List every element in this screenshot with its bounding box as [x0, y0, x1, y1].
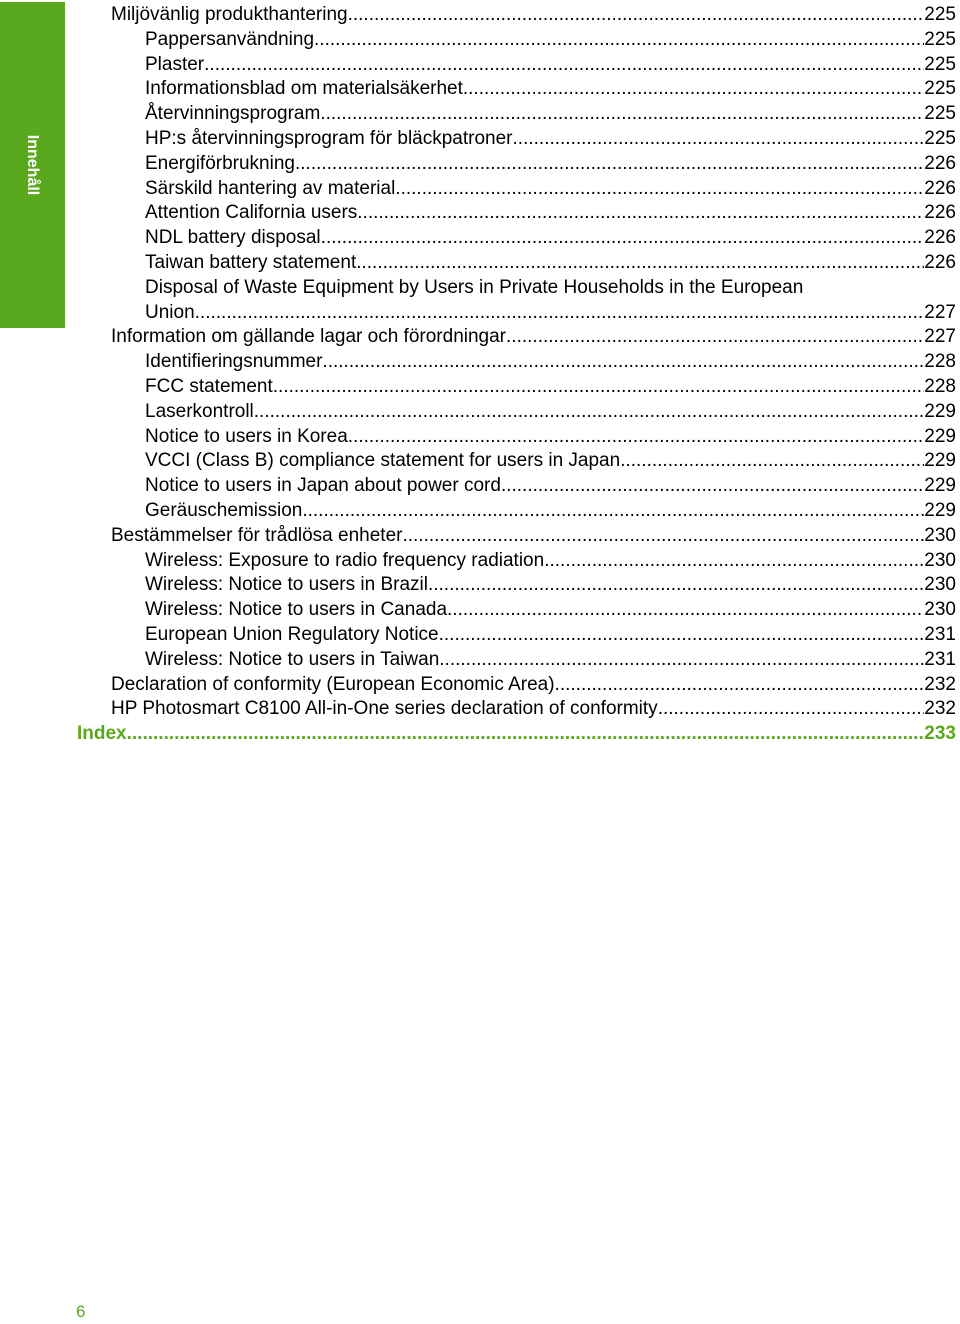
toc-entry-page: 225: [924, 128, 956, 149]
dot-leader: [395, 177, 924, 202]
toc-entry[interactable]: [111, 697, 956, 722]
toc-entry-title: FCC statement: [145, 376, 273, 397]
dot-leader: [439, 623, 925, 648]
toc-entry-page: 230: [924, 574, 956, 596]
toc-entry-title: HP:s återvinningsprogram för bläckpatroner: [145, 128, 513, 149]
dot-leader: [295, 152, 924, 177]
toc-entry-title: Laserkontroll: [145, 400, 254, 422]
toc-entry-page: 231: [924, 648, 956, 670]
dot-leader: [357, 201, 924, 226]
toc-entry-page: 232: [924, 698, 956, 720]
toc-entry-title: Wireless: Exposure to radio frequency radiation: [145, 549, 545, 571]
toc-entry-title: Attention California users: [145, 202, 358, 224]
toc-entry-page: 225: [924, 103, 956, 125]
toc-entry[interactable]: [145, 375, 956, 400]
toc-entry-page: 226: [924, 252, 956, 273]
toc-entry-title: Återvinningsprogram: [145, 103, 321, 125]
dot-leader: [544, 549, 924, 574]
dot-leader: [439, 648, 924, 673]
toc-entry-title: Notice to users in Korea: [145, 425, 348, 447]
dot-leader: [356, 251, 924, 276]
toc-entry[interactable]: [111, 3, 956, 28]
dot-leader: [195, 301, 925, 326]
dot-leader: [314, 28, 924, 53]
toc-entry-page: 230: [924, 524, 956, 546]
toc-entry[interactable]: [145, 251, 956, 276]
toc-entry[interactable]: [145, 226, 956, 251]
toc-entry-title: Bestämmelser för trådlösa enheter: [111, 524, 403, 546]
toc-entry-title: Informationsblad om materialsäkerhet: [145, 78, 463, 100]
toc-entry-title: Index: [77, 723, 127, 745]
side-tab-label: Innehåll: [24, 134, 41, 196]
toc-entry[interactable]: [111, 524, 956, 549]
dot-leader: [322, 350, 924, 375]
dot-leader: [204, 53, 924, 78]
toc-entry[interactable]: [145, 301, 956, 326]
toc-entry-title: Miljövänlig produkthantering: [111, 4, 348, 25]
dot-leader: [501, 474, 924, 499]
toc-entry-title: NDL battery disposal: [145, 227, 321, 249]
toc-entry[interactable]: [145, 201, 956, 226]
dot-leader: [127, 722, 925, 747]
dot-leader: [273, 375, 925, 400]
dot-leader: [513, 127, 925, 152]
toc-entry-page: 230: [924, 549, 956, 571]
toc-entry[interactable]: [145, 648, 956, 673]
toc-entry-page: 226: [924, 227, 956, 249]
toc-entry-page: 225: [924, 28, 956, 50]
toc-entry[interactable]: [145, 425, 956, 450]
toc-entry-page: 225: [924, 4, 956, 25]
toc-entry[interactable]: [145, 28, 956, 53]
toc-entry[interactable]: [145, 598, 956, 623]
dot-leader: [555, 673, 925, 698]
toc-entry[interactable]: [145, 77, 956, 102]
toc-entry-title: Union: [145, 301, 195, 323]
toc-entry-page: 227: [924, 301, 956, 323]
toc-entry[interactable]: [145, 573, 956, 598]
page-number: 6: [76, 1302, 86, 1321]
toc-entry-title: Wireless: Notice to users in Canada: [145, 599, 448, 621]
toc-entry-page: 226: [924, 152, 956, 174]
toc-entry-title: Taiwan battery statement: [145, 252, 357, 273]
toc-entry-title: Energiförbrukning: [145, 152, 295, 174]
dot-leader: [447, 598, 924, 623]
toc-entry-index[interactable]: [77, 722, 956, 747]
toc-entry[interactable]: [145, 400, 956, 425]
toc-entry[interactable]: [145, 177, 956, 202]
toc-entry[interactable]: [145, 623, 956, 648]
toc-entry[interactable]: [145, 350, 956, 375]
toc-entry-title: VCCI (Class B) compliance statement for users in Japan: [145, 450, 621, 472]
section-side-tab: [0, 2, 65, 328]
toc-entry-title: Wireless: Notice to users in Taiwan: [145, 648, 440, 670]
dot-leader: [658, 697, 925, 722]
toc-entry[interactable]: [111, 673, 956, 698]
toc-entry[interactable]: [145, 499, 956, 524]
dot-leader: [506, 325, 924, 350]
toc-entry-page: 230: [924, 599, 956, 621]
toc-entry-title: Plaster: [145, 53, 205, 75]
toc-entry[interactable]: [111, 325, 956, 350]
dot-leader: [402, 524, 924, 549]
toc-entry-page: 228: [924, 351, 956, 373]
toc-entry-title: Särskild hantering av material: [145, 177, 396, 199]
toc-entry-page: 232: [924, 673, 956, 695]
dot-leader: [302, 499, 924, 524]
toc-entry-title: HP Photosmart C8100 All-in-One series declaration of conformity: [111, 698, 658, 720]
toc-entry-page: 225: [924, 78, 956, 100]
dot-leader: [254, 400, 925, 425]
toc-entry-page: 229: [924, 500, 956, 521]
toc-entry-page: 226: [924, 202, 956, 224]
toc-entry-page: 225: [924, 53, 956, 75]
toc-entry-page: 229: [924, 475, 956, 497]
toc-entry-page: 226: [924, 177, 956, 199]
toc-entry-page: 227: [924, 326, 956, 348]
dot-leader: [320, 102, 924, 127]
dot-leader: [321, 226, 925, 251]
toc-entry-title: Notice to users in Japan about power cord: [145, 475, 501, 497]
toc-entry-title: Pappersanvändning: [145, 28, 315, 50]
toc-entry[interactable]: [145, 127, 956, 152]
dot-leader: [428, 573, 924, 598]
dot-leader: [348, 3, 925, 28]
toc-entry-title-line[interactable]: Disposal of Waste Equipment by Users in Private Households in the European: [145, 276, 804, 298]
toc-entry-title: European Union Regulatory Notice: [145, 624, 439, 645]
toc-entry[interactable]: [145, 102, 956, 127]
toc-entry-page: 229: [924, 450, 956, 472]
toc-entry-title: Declaration of conformity (European Economic Area): [111, 673, 555, 695]
toc-entry-title: Geräuschemission: [145, 500, 303, 521]
toc-entry[interactable]: [145, 449, 956, 474]
toc-entry-page: 229: [924, 425, 956, 447]
dot-leader: [620, 449, 924, 474]
toc-entry-title: Wireless: Notice to users in Brazil: [145, 574, 428, 596]
toc-entry-title: Identifieringsnummer: [145, 351, 323, 373]
toc-entry[interactable]: [145, 53, 956, 78]
toc-entry[interactable]: [145, 549, 956, 574]
toc-entry-page: 231: [924, 624, 956, 645]
toc-entry-page: 233: [924, 723, 956, 745]
toc-entry-page: 228: [924, 376, 956, 397]
toc-entry-page: 229: [924, 400, 956, 422]
dot-leader: [463, 77, 924, 102]
toc-entry-title: Information om gällande lagar och förordningar: [111, 326, 507, 348]
toc-entry[interactable]: [145, 152, 956, 177]
toc-entry[interactable]: [145, 474, 956, 499]
dot-leader: [348, 425, 925, 450]
